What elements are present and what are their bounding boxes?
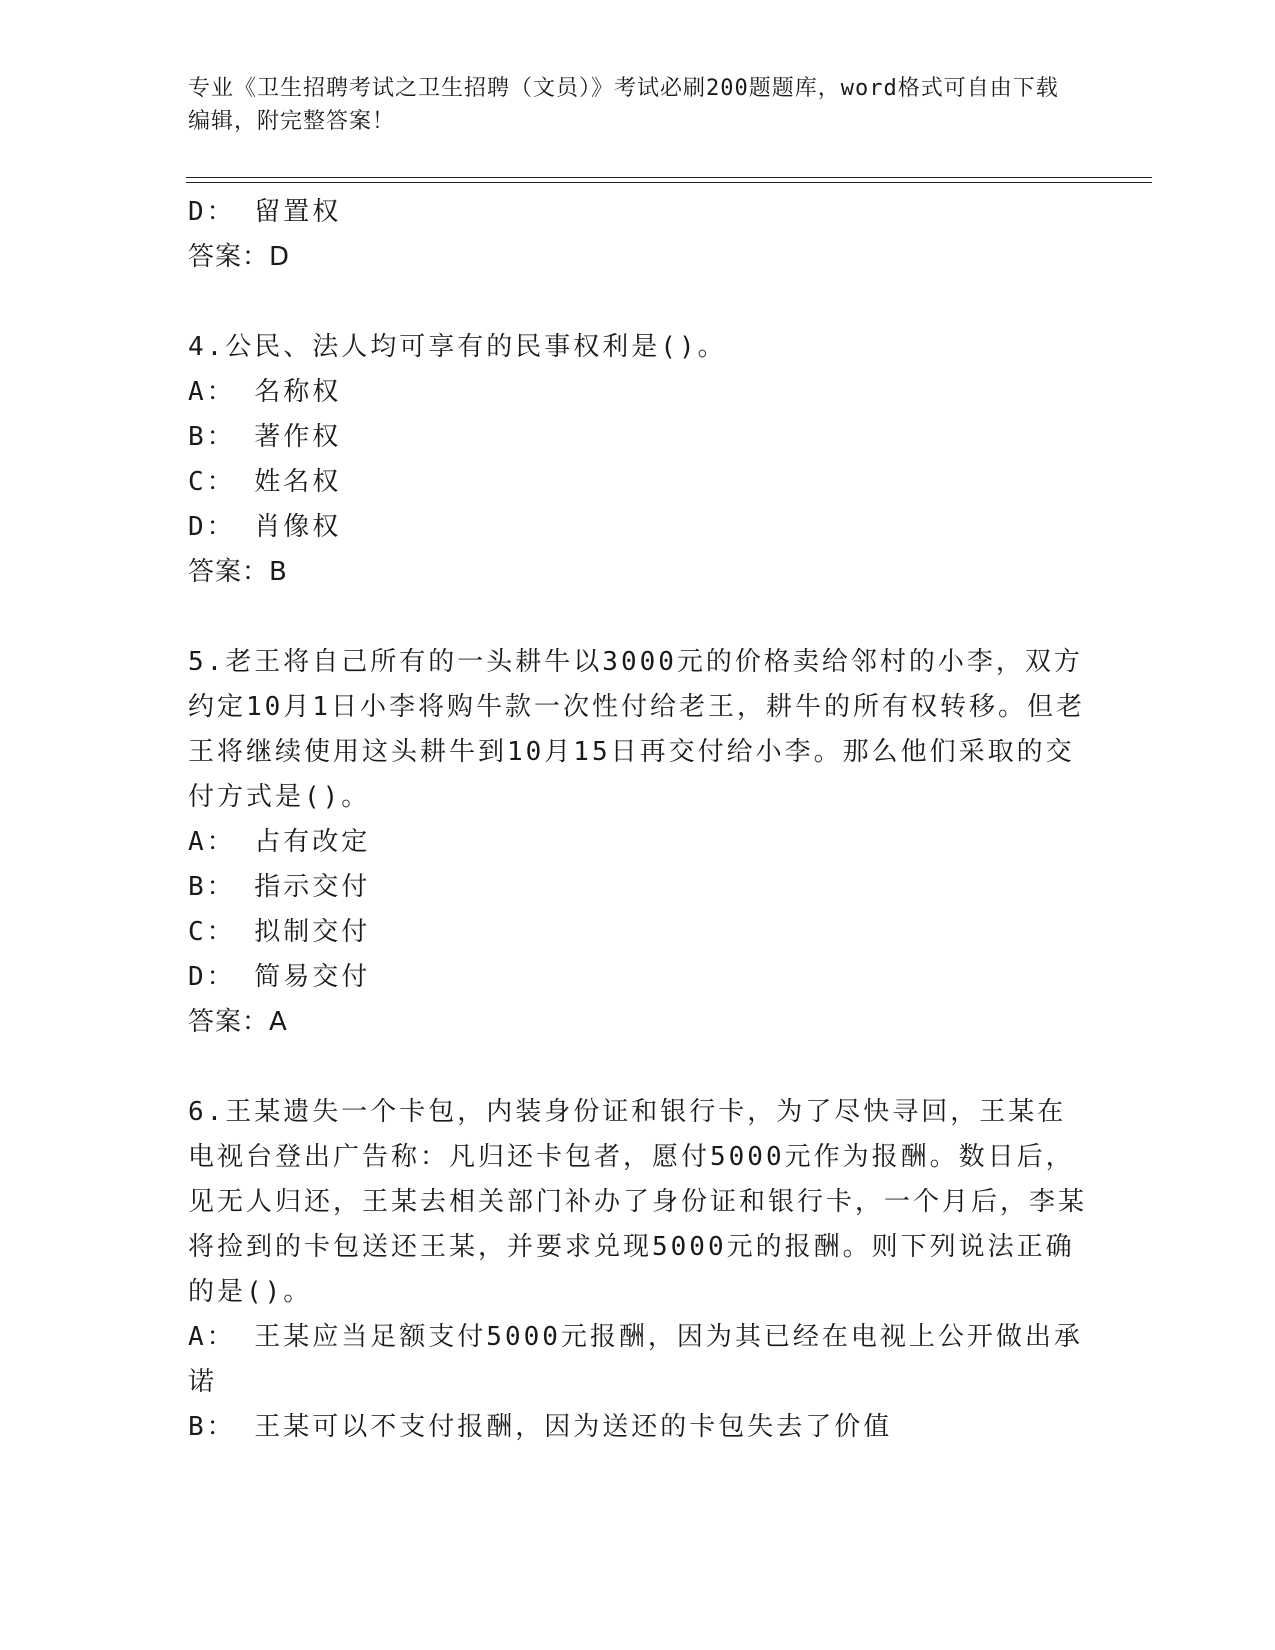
option-b: B： 指示交付 — [188, 872, 371, 902]
header-rule-top — [186, 177, 1152, 178]
option-c: C： 姓名权 — [188, 467, 342, 497]
carryover-option-d: D： 留置权 — [188, 197, 342, 227]
page-header — [188, 72, 1068, 138]
header-rule-bottom — [186, 182, 1152, 183]
option-d: D： 肖像权 — [188, 512, 342, 542]
option-a: A： 占有改定 — [188, 827, 371, 857]
question-4 — [188, 325, 1088, 595]
question-content — [188, 190, 1088, 1450]
question-text: 6.王某遗失一个卡包，内装身份证和银行卡，为了尽快寻回，王某在电视台登出广告称：凡归还卡包者，愿付5000元作为报酬。数日后，见无人归还，王某去相关部门补办了身份证和银行卡，一个月后，李某将捡到的卡包送还王某，并要求兑现5000元的报酬。则下列说法正确的是()。 — [188, 1097, 1088, 1307]
question-6 — [188, 1090, 1088, 1450]
option-d: D： 简易交付 — [188, 962, 371, 992]
question-5 — [188, 640, 1088, 1045]
header-title: 专业《卫生招聘考试之卫生招聘（文员）》考试必刷200题题库，word格式可自由下载编辑，附完整答案！ — [188, 76, 1059, 134]
answer: 答案：B — [188, 557, 288, 587]
option-a: A： 王某应当足额支付5000元报酬，因为其已经在电视上公开做出承诺 — [188, 1322, 1083, 1397]
spacer — [188, 1045, 1088, 1090]
question-text: 5.老王将自己所有的一头耕牛以3000元的价格卖给邻村的小李，双方约定10月1日小李将购牛款一次性付给老王，耕牛的所有权转移。但老王将继续使用这头耕牛到10月15日再交付给小李。那么他们采取的交付方式是()。 — [188, 647, 1085, 812]
option-b: B： 著作权 — [188, 422, 342, 452]
carryover-answer: 答案：D — [188, 242, 291, 272]
spacer — [188, 595, 1088, 640]
answer: 答案：A — [188, 1007, 288, 1037]
option-b: B： 王某可以不支付报酬，因为送还的卡包失去了价值 — [188, 1412, 893, 1442]
option-a: A： 名称权 — [188, 377, 342, 407]
spacer — [188, 280, 1088, 325]
option-c: C： 拟制交付 — [188, 917, 371, 947]
question-text: 4.公民、法人均可享有的民事权利是()。 — [188, 332, 727, 362]
